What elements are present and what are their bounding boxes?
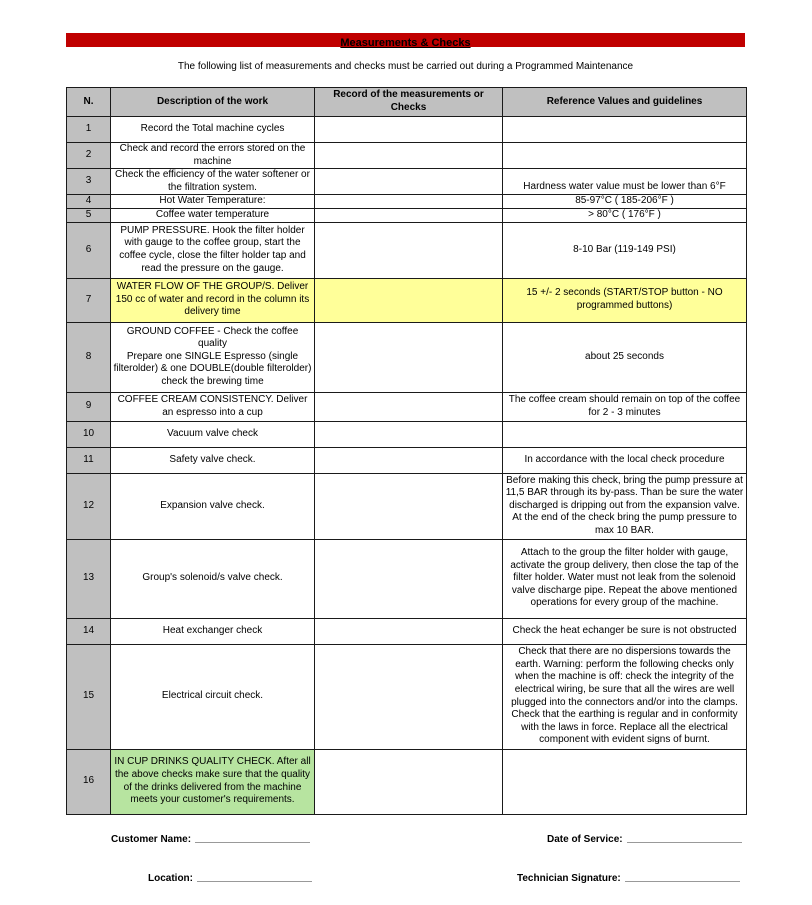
row-record[interactable] xyxy=(315,143,503,169)
header-reference: Reference Values and guidelines xyxy=(503,88,747,117)
row-reference: Check that there are no dispersions towards the earth. Warning: perform the following checks only when the machine is off: check the integrity of the electrical wiring, be sure that all the wires are well plugged into the connectors and/or into the clamps. Check that the earthing is regular and in conformity with the laws in force. Replace all the electrical component with evident signs of burnt. xyxy=(503,644,747,749)
row-description: WATER FLOW OF THE GROUP/S. Deliver 150 cc of water and record in the column its delivery time xyxy=(111,278,315,322)
row-description: PUMP PRESSURE. Hook the filter holder with gauge to the coffee group, start the coffee cycle, close the filter holder tap and read the pressure on the gauge. xyxy=(111,222,315,278)
table-row xyxy=(67,539,747,618)
row-reference: > 80°C ( 176°F ) xyxy=(503,208,747,222)
row-reference: Before making this check, bring the pump pressure at 11,5 BAR through its by-pass. Than be sure the water discharged is dripping out from the expansion valve. At the end of the check bring the pump pressure to max 10 BAR. xyxy=(503,473,747,539)
row-number: 15 xyxy=(67,644,111,749)
row-number: 3 xyxy=(67,169,111,195)
row-record[interactable] xyxy=(315,473,503,539)
row-description: Heat exchanger check xyxy=(111,618,315,644)
row-description: COFFEE CREAM CONSISTENCY. Deliver an espresso into a cup xyxy=(111,392,315,421)
customer-name-line[interactable] xyxy=(195,833,310,843)
row-number: 5 xyxy=(67,208,111,222)
date-of-service-line[interactable] xyxy=(627,833,742,843)
title-banner xyxy=(66,33,745,47)
header-description: Description of the work xyxy=(111,88,315,117)
row-number: 4 xyxy=(67,195,111,209)
row-reference xyxy=(503,421,747,447)
row-number: 10 xyxy=(67,421,111,447)
row-description: Check the efficiency of the water softener or the filtration system. xyxy=(111,169,315,195)
table-row xyxy=(67,473,747,539)
row-reference: about 25 seconds xyxy=(503,322,747,392)
row-number: 12 xyxy=(67,473,111,539)
row-record[interactable] xyxy=(315,447,503,473)
table-row xyxy=(67,222,747,278)
row-reference: Attach to the group the filter holder with gauge, activate the group delivery, then close the tap of the filter holder. Water must not leak from the solenoid valve discharge pipe. Repeat the above mentioned operations for every group of the machine. xyxy=(503,539,747,618)
row-record[interactable] xyxy=(315,392,503,421)
row-description: Electrical circuit check. xyxy=(111,644,315,749)
row-number: 2 xyxy=(67,143,111,169)
row-description: GROUND COFFEE - Check the coffee quality Prepare one SINGLE Espresso (single filterolder) & one DOUBLE(double filterolder) check the brewing time xyxy=(111,322,315,392)
row-record[interactable] xyxy=(315,322,503,392)
row-record[interactable] xyxy=(315,618,503,644)
row-reference: Check the heat echanger be sure is not obstructed xyxy=(503,618,747,644)
row-reference xyxy=(503,117,747,143)
table-row xyxy=(67,278,747,322)
row-record[interactable] xyxy=(315,644,503,749)
row-number: 1 xyxy=(67,117,111,143)
row-number: 16 xyxy=(67,749,111,814)
row-description: Check and record the errors stored on the machine xyxy=(111,143,315,169)
row-number: 14 xyxy=(67,618,111,644)
location-line[interactable] xyxy=(197,872,312,882)
row-reference: In accordance with the local check procedure xyxy=(503,447,747,473)
technician-signature-line[interactable] xyxy=(625,872,740,882)
row-reference xyxy=(503,749,747,814)
table-row xyxy=(67,618,747,644)
checks-table xyxy=(66,87,747,815)
row-description: Expansion valve check. xyxy=(111,473,315,539)
header-number: N. xyxy=(67,88,111,117)
row-description: Hot Water Temperature: xyxy=(111,195,315,209)
row-number: 13 xyxy=(67,539,111,618)
row-reference xyxy=(503,143,747,169)
row-record[interactable] xyxy=(315,539,503,618)
technician-signature-label: Technician Signature: xyxy=(517,873,621,884)
subtitle: The following list of measurements and checks must be carried out during a Programmed Maintenance xyxy=(177,61,634,72)
date-of-service-label: Date of Service: xyxy=(547,834,623,845)
customer-name-label: Customer Name: xyxy=(111,834,192,845)
table-row xyxy=(67,208,747,222)
row-record[interactable] xyxy=(315,749,503,814)
row-reference: Hardness water value must be lower than 6°F xyxy=(503,169,747,195)
row-number: 8 xyxy=(67,322,111,392)
table-row xyxy=(67,169,747,195)
table-row xyxy=(67,447,747,473)
row-number: 6 xyxy=(67,222,111,278)
table-row xyxy=(67,195,747,209)
row-reference: The coffee cream should remain on top of the coffee for 2 - 3 minutes xyxy=(503,392,747,421)
location-label: Location: xyxy=(148,873,193,884)
row-record[interactable] xyxy=(315,169,503,195)
row-reference: 8-10 Bar (119-149 PSI) xyxy=(503,222,747,278)
row-record[interactable] xyxy=(315,421,503,447)
row-record[interactable] xyxy=(315,222,503,278)
row-number: 9 xyxy=(67,392,111,421)
row-description: Vacuum valve check xyxy=(111,421,315,447)
row-reference: 85-97°C ( 185-206°F ) xyxy=(503,195,747,209)
table-row xyxy=(67,117,747,143)
row-number: 7 xyxy=(67,278,111,322)
row-description: Record the Total machine cycles xyxy=(111,117,315,143)
row-record[interactable] xyxy=(315,195,503,209)
row-description: Coffee water temperature xyxy=(111,208,315,222)
table-row xyxy=(67,143,747,169)
customer-name-field[interactable] xyxy=(111,833,310,845)
table-row xyxy=(67,421,747,447)
row-description: Group's solenoid/s valve check. xyxy=(111,539,315,618)
location-field[interactable] xyxy=(148,872,312,884)
header-row xyxy=(67,88,747,117)
row-record[interactable] xyxy=(315,208,503,222)
row-description: Safety valve check. xyxy=(111,447,315,473)
table-row xyxy=(67,749,747,814)
row-description: IN CUP DRINKS QUALITY CHECK. After all the above checks make sure that the quality of the drinks delivered from the machine meets your customer's requirements. xyxy=(111,749,315,814)
date-of-service-field[interactable] xyxy=(547,833,742,845)
row-record[interactable] xyxy=(315,117,503,143)
page-title: Measurements & Checks xyxy=(340,37,471,49)
row-reference: 15 +/- 2 seconds (START/STOP button - NO programmed buttons) xyxy=(503,278,747,322)
header-record: Record of the measurements or Checks xyxy=(315,88,503,117)
table-row xyxy=(67,644,747,749)
technician-signature-field[interactable] xyxy=(517,872,740,884)
table-row xyxy=(67,322,747,392)
table-row xyxy=(67,392,747,421)
row-number: 11 xyxy=(67,447,111,473)
row-record[interactable] xyxy=(315,278,503,322)
